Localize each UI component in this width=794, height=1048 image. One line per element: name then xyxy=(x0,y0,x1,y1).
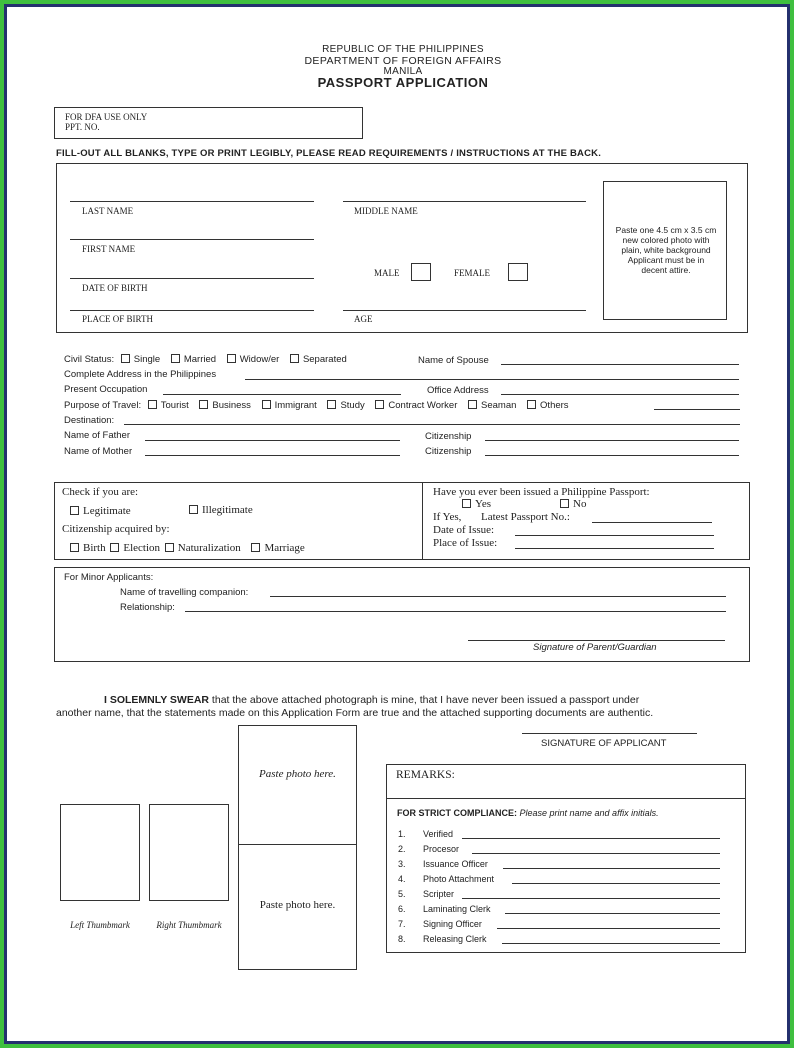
spouse-label: Name of Spouse xyxy=(418,355,489,366)
married-label: Married xyxy=(183,354,217,365)
status-divider xyxy=(422,482,423,560)
remarks-item-label: Issuance Officer xyxy=(423,859,488,869)
remarks-item xyxy=(398,934,406,944)
remarks-item-line[interactable] xyxy=(462,838,720,839)
applicant-signature-line[interactable] xyxy=(522,733,697,734)
citizenship2-line[interactable] xyxy=(485,455,739,456)
no-label: No xyxy=(573,498,587,510)
remarks-item-line[interactable] xyxy=(472,853,720,854)
guardian-signature-label: Signature of Parent/Guardian xyxy=(533,642,657,653)
remarks-item xyxy=(398,919,406,929)
compliance-bold: FOR STRICT COMPLIANCE: xyxy=(397,808,517,818)
minor-title: For Minor Applicants: xyxy=(64,572,154,583)
remarks-item xyxy=(398,874,406,884)
male-label: MALE xyxy=(374,268,400,278)
civil-status-row xyxy=(64,354,355,365)
last-name-label: LAST NAME xyxy=(82,206,134,216)
purpose-row xyxy=(64,400,577,411)
no-checkbox[interactable] xyxy=(560,499,569,508)
separated-label: Separated xyxy=(302,354,347,365)
middle-name-line[interactable] xyxy=(343,201,586,202)
remarks-item-label: Signing Officer xyxy=(423,919,482,929)
paste-photo-bottom-label: Paste photo here. xyxy=(259,899,336,911)
citizenship2-label: Citizenship xyxy=(425,446,472,457)
remarks-item-label: Scripter xyxy=(423,889,455,899)
legitimate-option xyxy=(70,505,131,517)
father-line[interactable] xyxy=(145,440,400,441)
illegitimate-label: Illegitimate xyxy=(202,504,253,516)
photo-paste-area[interactable] xyxy=(238,725,357,970)
remarks-item-line[interactable] xyxy=(505,913,720,914)
business-label: Business xyxy=(212,400,251,411)
place-of-birth-line[interactable] xyxy=(70,310,314,311)
remarks-item-label: Releasing Clerk xyxy=(423,934,487,944)
married-checkbox[interactable] xyxy=(171,354,180,363)
remarks-item-line[interactable] xyxy=(462,898,720,899)
seaman-checkbox[interactable] xyxy=(468,400,477,409)
place-issue-label: Place of Issue: xyxy=(433,537,498,549)
date-of-birth-line[interactable] xyxy=(70,278,314,279)
office-address-line[interactable] xyxy=(501,394,739,395)
business-checkbox[interactable] xyxy=(199,400,208,409)
tourist-checkbox[interactable] xyxy=(148,400,157,409)
remarks-item-line[interactable] xyxy=(503,868,720,869)
citizenship1-label: Citizenship xyxy=(425,431,472,442)
election-label: Election xyxy=(123,542,161,554)
address-label: Complete Address in the Philippines xyxy=(64,369,217,380)
remarks-item-label: Photo Attachment xyxy=(423,874,495,884)
applicant-signature-label: SIGNATURE OF APPLICANT xyxy=(541,738,667,749)
separated-checkbox[interactable] xyxy=(290,354,299,363)
purpose-label: Purpose of Travel: xyxy=(64,400,142,411)
remarks-item-num: 7. xyxy=(398,919,406,929)
naturalization-checkbox[interactable] xyxy=(165,543,174,552)
female-checkbox[interactable] xyxy=(508,263,528,281)
legitimate-checkbox[interactable] xyxy=(70,506,79,515)
mother-label: Name of Mother xyxy=(64,446,133,457)
remarks-item-num: 5. xyxy=(398,889,406,899)
address-line[interactable] xyxy=(245,379,739,380)
header-line3: MANILA xyxy=(383,66,423,77)
marriage-checkbox[interactable] xyxy=(251,543,260,552)
immigrant-label: Immigrant xyxy=(274,400,317,411)
birth-label: Birth xyxy=(83,542,106,554)
remarks-item-label: Procesor xyxy=(423,844,460,854)
widow-label: Widow/er xyxy=(239,354,280,365)
remarks-item-label: Laminating Clerk xyxy=(423,904,491,914)
oath-line2: another name, that the statements made on this Application Form are true and the attached supporting documents are authentic. xyxy=(56,707,654,719)
naturalization-label: Naturalization xyxy=(177,542,241,554)
occupation-line[interactable] xyxy=(163,394,401,395)
remarks-item-line[interactable] xyxy=(497,928,720,929)
check-title: Check if you are: xyxy=(62,486,139,498)
mother-line[interactable] xyxy=(145,455,400,456)
others-checkbox[interactable] xyxy=(527,400,536,409)
if-yes-label: If Yes, xyxy=(433,511,462,523)
remarks-item-line[interactable] xyxy=(512,883,720,884)
remarks-item-num: 4. xyxy=(398,874,406,884)
male-checkbox[interactable] xyxy=(411,263,431,281)
birth-checkbox[interactable] xyxy=(70,543,79,552)
header-line1: REPUBLIC OF THE PHILIPPINES xyxy=(322,44,484,55)
age-line[interactable] xyxy=(343,310,586,311)
middle-name-label: MIDDLE NAME xyxy=(354,206,418,216)
remarks-title: REMARKS: xyxy=(396,769,455,781)
remarks-item-label: Verified xyxy=(423,829,454,839)
place-issue-line[interactable] xyxy=(515,548,714,549)
right-thumbmark-label: Right Thumbmark xyxy=(156,920,222,930)
study-label: Study xyxy=(340,400,365,411)
illegitimate-checkbox[interactable] xyxy=(189,505,198,514)
ppt-no-label: PPT. NO. xyxy=(65,122,100,132)
last-name-line[interactable] xyxy=(70,201,314,202)
passport-question: Have you ever been issued a Philippine Passport: xyxy=(433,486,650,498)
remarks-item xyxy=(398,904,406,914)
study-checkbox[interactable] xyxy=(327,400,336,409)
latest-passport-label: Latest Passport No.: xyxy=(481,511,570,523)
oath-text1: that the above attached photograph is mine, that I have never been issued a passport under xyxy=(209,694,640,706)
contract-worker-label: Contract Worker xyxy=(388,400,458,411)
compliance-note xyxy=(397,808,659,818)
place-of-birth-label: PLACE OF BIRTH xyxy=(82,314,153,324)
yes-option xyxy=(462,498,491,510)
citizenship1-line[interactable] xyxy=(485,440,739,441)
widow-checkbox[interactable] xyxy=(227,354,236,363)
office-address-label: Office Address xyxy=(427,385,489,396)
illegitimate-option xyxy=(189,504,253,516)
age-label: AGE xyxy=(354,314,373,324)
yes-label: Yes xyxy=(475,498,492,510)
guardian-signature-line[interactable] xyxy=(468,640,725,641)
remarks-item xyxy=(398,844,406,854)
date-issue-line[interactable] xyxy=(515,535,714,536)
occupation-label: Present Occupation xyxy=(64,384,148,395)
photo-instructions: Paste one 4.5 cm x 3.5 cm new colored photo with plain, white background Applicant must be in decent attire. xyxy=(615,225,717,275)
acquired-options xyxy=(70,542,305,554)
tourist-label: Tourist xyxy=(160,400,189,411)
remarks-item xyxy=(398,889,406,899)
first-name-label: FIRST NAME xyxy=(82,244,136,254)
oath-bold: I SOLEMNLY SWEAR xyxy=(104,694,210,706)
remarks-item-num: 6. xyxy=(398,904,406,914)
left-thumbmark-label: Left Thumbmark xyxy=(70,920,130,930)
instructions: FILL-OUT ALL BLANKS, TYPE OR PRINT LEGIBLY, PLEASE READ REQUIREMENTS / INSTRUCTIONS AT THE BACK. xyxy=(56,148,602,159)
yes-checkbox[interactable] xyxy=(462,499,471,508)
remarks-item-num: 3. xyxy=(398,859,406,869)
remarks-item-num: 1. xyxy=(398,829,406,839)
remarks-item-num: 8. xyxy=(398,934,406,944)
paste-photo-top-label: Paste photo here. xyxy=(259,768,336,780)
others-line[interactable] xyxy=(654,409,740,410)
compliance-text: Please print name and affix initials. xyxy=(517,808,659,818)
companion-line[interactable] xyxy=(270,596,726,597)
election-checkbox[interactable] xyxy=(110,543,119,552)
contract-worker-checkbox[interactable] xyxy=(375,400,384,409)
spouse-line[interactable] xyxy=(501,364,739,365)
destination-label: Destination: xyxy=(64,415,115,426)
companion-label: Name of travelling companion: xyxy=(120,587,249,598)
remarks-item-line[interactable] xyxy=(502,943,720,944)
single-checkbox[interactable] xyxy=(121,354,130,363)
relationship-line[interactable] xyxy=(185,611,726,612)
page-title: PASSPORT APPLICATION xyxy=(317,75,489,90)
photo-paste-divider xyxy=(238,844,357,845)
remarks-item xyxy=(398,829,406,839)
right-thumbmark-box[interactable] xyxy=(149,804,229,901)
dfa-use-label: FOR DFA USE ONLY xyxy=(65,112,148,122)
remarks-divider xyxy=(386,798,746,799)
first-name-line[interactable] xyxy=(70,239,314,240)
dfa-use-box xyxy=(54,107,363,139)
destination-line[interactable] xyxy=(124,424,740,425)
remarks-item xyxy=(398,859,406,869)
father-label: Name of Father xyxy=(64,430,130,441)
header-line2: DEPARTMENT OF FOREIGN AFFAIRS xyxy=(304,55,502,67)
immigrant-checkbox[interactable] xyxy=(262,400,271,409)
female-label: FEMALE xyxy=(454,268,490,278)
acquired-label: Citizenship acquired by: xyxy=(62,523,170,535)
no-option xyxy=(560,498,586,510)
date-issue-label: Date of Issue: xyxy=(433,524,495,536)
civil-status-label: Civil Status: xyxy=(64,354,115,365)
oath-line1 xyxy=(104,694,639,706)
date-of-birth-label: DATE OF BIRTH xyxy=(82,283,148,293)
single-label: Single xyxy=(133,354,161,365)
relationship-label: Relationship: xyxy=(120,602,175,613)
remarks-item-num: 2. xyxy=(398,844,406,854)
legitimate-label: Legitimate xyxy=(83,505,131,517)
left-thumbmark-box[interactable] xyxy=(60,804,140,901)
seaman-label: Seaman xyxy=(481,400,517,411)
others-label: Others xyxy=(540,400,569,411)
marriage-label: Marriage xyxy=(264,542,305,554)
photo-box[interactable] xyxy=(603,181,727,320)
latest-passport-line[interactable] xyxy=(592,522,712,523)
